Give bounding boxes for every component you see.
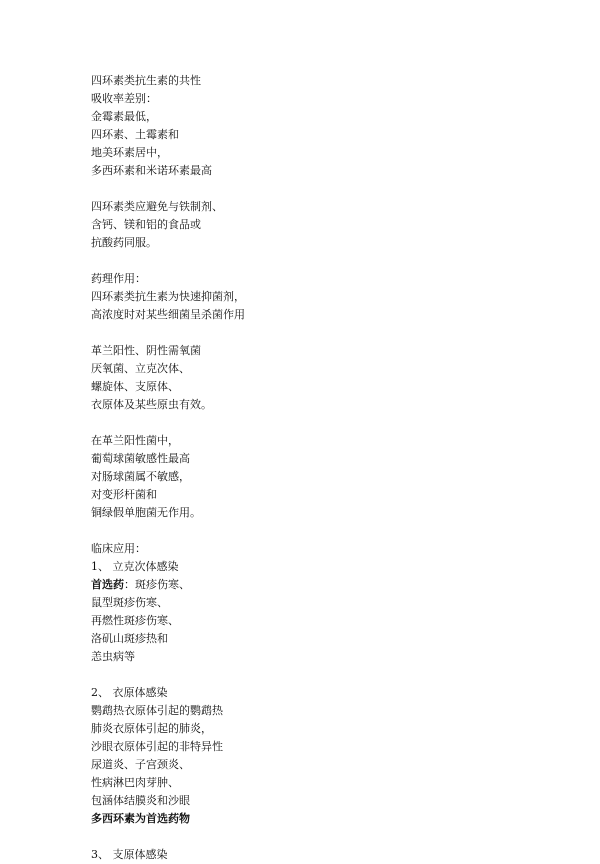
title-line: 四环素类抗生素的共性 bbox=[91, 74, 201, 87]
text-line: 吸收率差别： bbox=[91, 92, 157, 105]
emphasis-line: 多西环素为首选药物 bbox=[91, 812, 190, 825]
text-line: 性病淋巴肉芽肿、 bbox=[91, 776, 179, 789]
text-line: 四环素类应避免与铁制剂、 bbox=[91, 200, 223, 213]
paragraph-gap bbox=[91, 324, 551, 342]
text-line: 在革兰阳性菌中， bbox=[91, 434, 179, 447]
first-choice-text: ：斑疹伤寒、 bbox=[124, 578, 190, 591]
text-line: 恙虫病等 bbox=[91, 650, 135, 663]
first-choice-line bbox=[91, 576, 551, 594]
text-line: 肺炎衣原体引起的肺炎， bbox=[91, 722, 212, 735]
list-item-heading: 1、 立克次体感染 bbox=[91, 560, 179, 573]
text-line: 再燃性斑疹伤寒、 bbox=[91, 614, 179, 627]
text-line: 葡萄球菌敏感性最高 bbox=[91, 452, 190, 465]
text-line: 衣原体及某些原虫有效。 bbox=[91, 398, 212, 411]
list-item-heading: 2、 衣原体感染 bbox=[91, 686, 168, 699]
text-line: 金霉素最低， bbox=[91, 110, 157, 123]
section-heading: 药理作用： bbox=[91, 272, 146, 285]
paragraph-gap bbox=[91, 180, 551, 198]
text-line: 洛矶山斑疹热和 bbox=[91, 632, 168, 645]
text-line: 高浓度时对某些细菌呈杀菌作用 bbox=[91, 308, 245, 321]
text-line: 对变形杆菌和 bbox=[91, 488, 157, 501]
paragraph-gap bbox=[91, 828, 551, 846]
text-line: 铜绿假单胞菌无作用。 bbox=[91, 506, 201, 519]
paragraph-gap bbox=[91, 666, 551, 684]
text-line: 螺旋体、支原体、 bbox=[91, 380, 179, 393]
text-line: 鼠型斑疹伤寒、 bbox=[91, 596, 168, 609]
text-line: 地美环素居中， bbox=[91, 146, 168, 159]
text-line: 多西环素和米诺环素最高 bbox=[91, 164, 212, 177]
text-line: 四环素类抗生素为快速抑菌剂， bbox=[91, 290, 245, 303]
text-line: 对肠球菌属不敏感， bbox=[91, 470, 190, 483]
paragraph-gap bbox=[91, 414, 551, 432]
text-line: 沙眼衣原体引起的非特异性 bbox=[91, 740, 223, 753]
text-line: 包涵体结膜炎和沙眼 bbox=[91, 794, 190, 807]
text-line: 鹦鹉热衣原体引起的鹦鹉热 bbox=[91, 704, 223, 717]
text-line: 抗酸药同服。 bbox=[91, 236, 157, 249]
document-body bbox=[91, 72, 551, 864]
text-line: 革兰阳性、阴性需氧菌 bbox=[91, 344, 201, 357]
text-line: 尿道炎、子宫颈炎、 bbox=[91, 758, 190, 771]
text-line: 厌氧菌、立克次体、 bbox=[91, 362, 190, 375]
paragraph-gap bbox=[91, 522, 551, 540]
section-heading: 临床应用： bbox=[91, 542, 146, 555]
list-item-heading: 3、 支原体感染 bbox=[91, 848, 168, 861]
text-line: 含钙、镁和铝的食品或 bbox=[91, 218, 201, 231]
first-choice-label: 首选药 bbox=[91, 578, 124, 591]
text-line: 四环素、土霉素和 bbox=[91, 128, 179, 141]
paragraph-gap bbox=[91, 252, 551, 270]
